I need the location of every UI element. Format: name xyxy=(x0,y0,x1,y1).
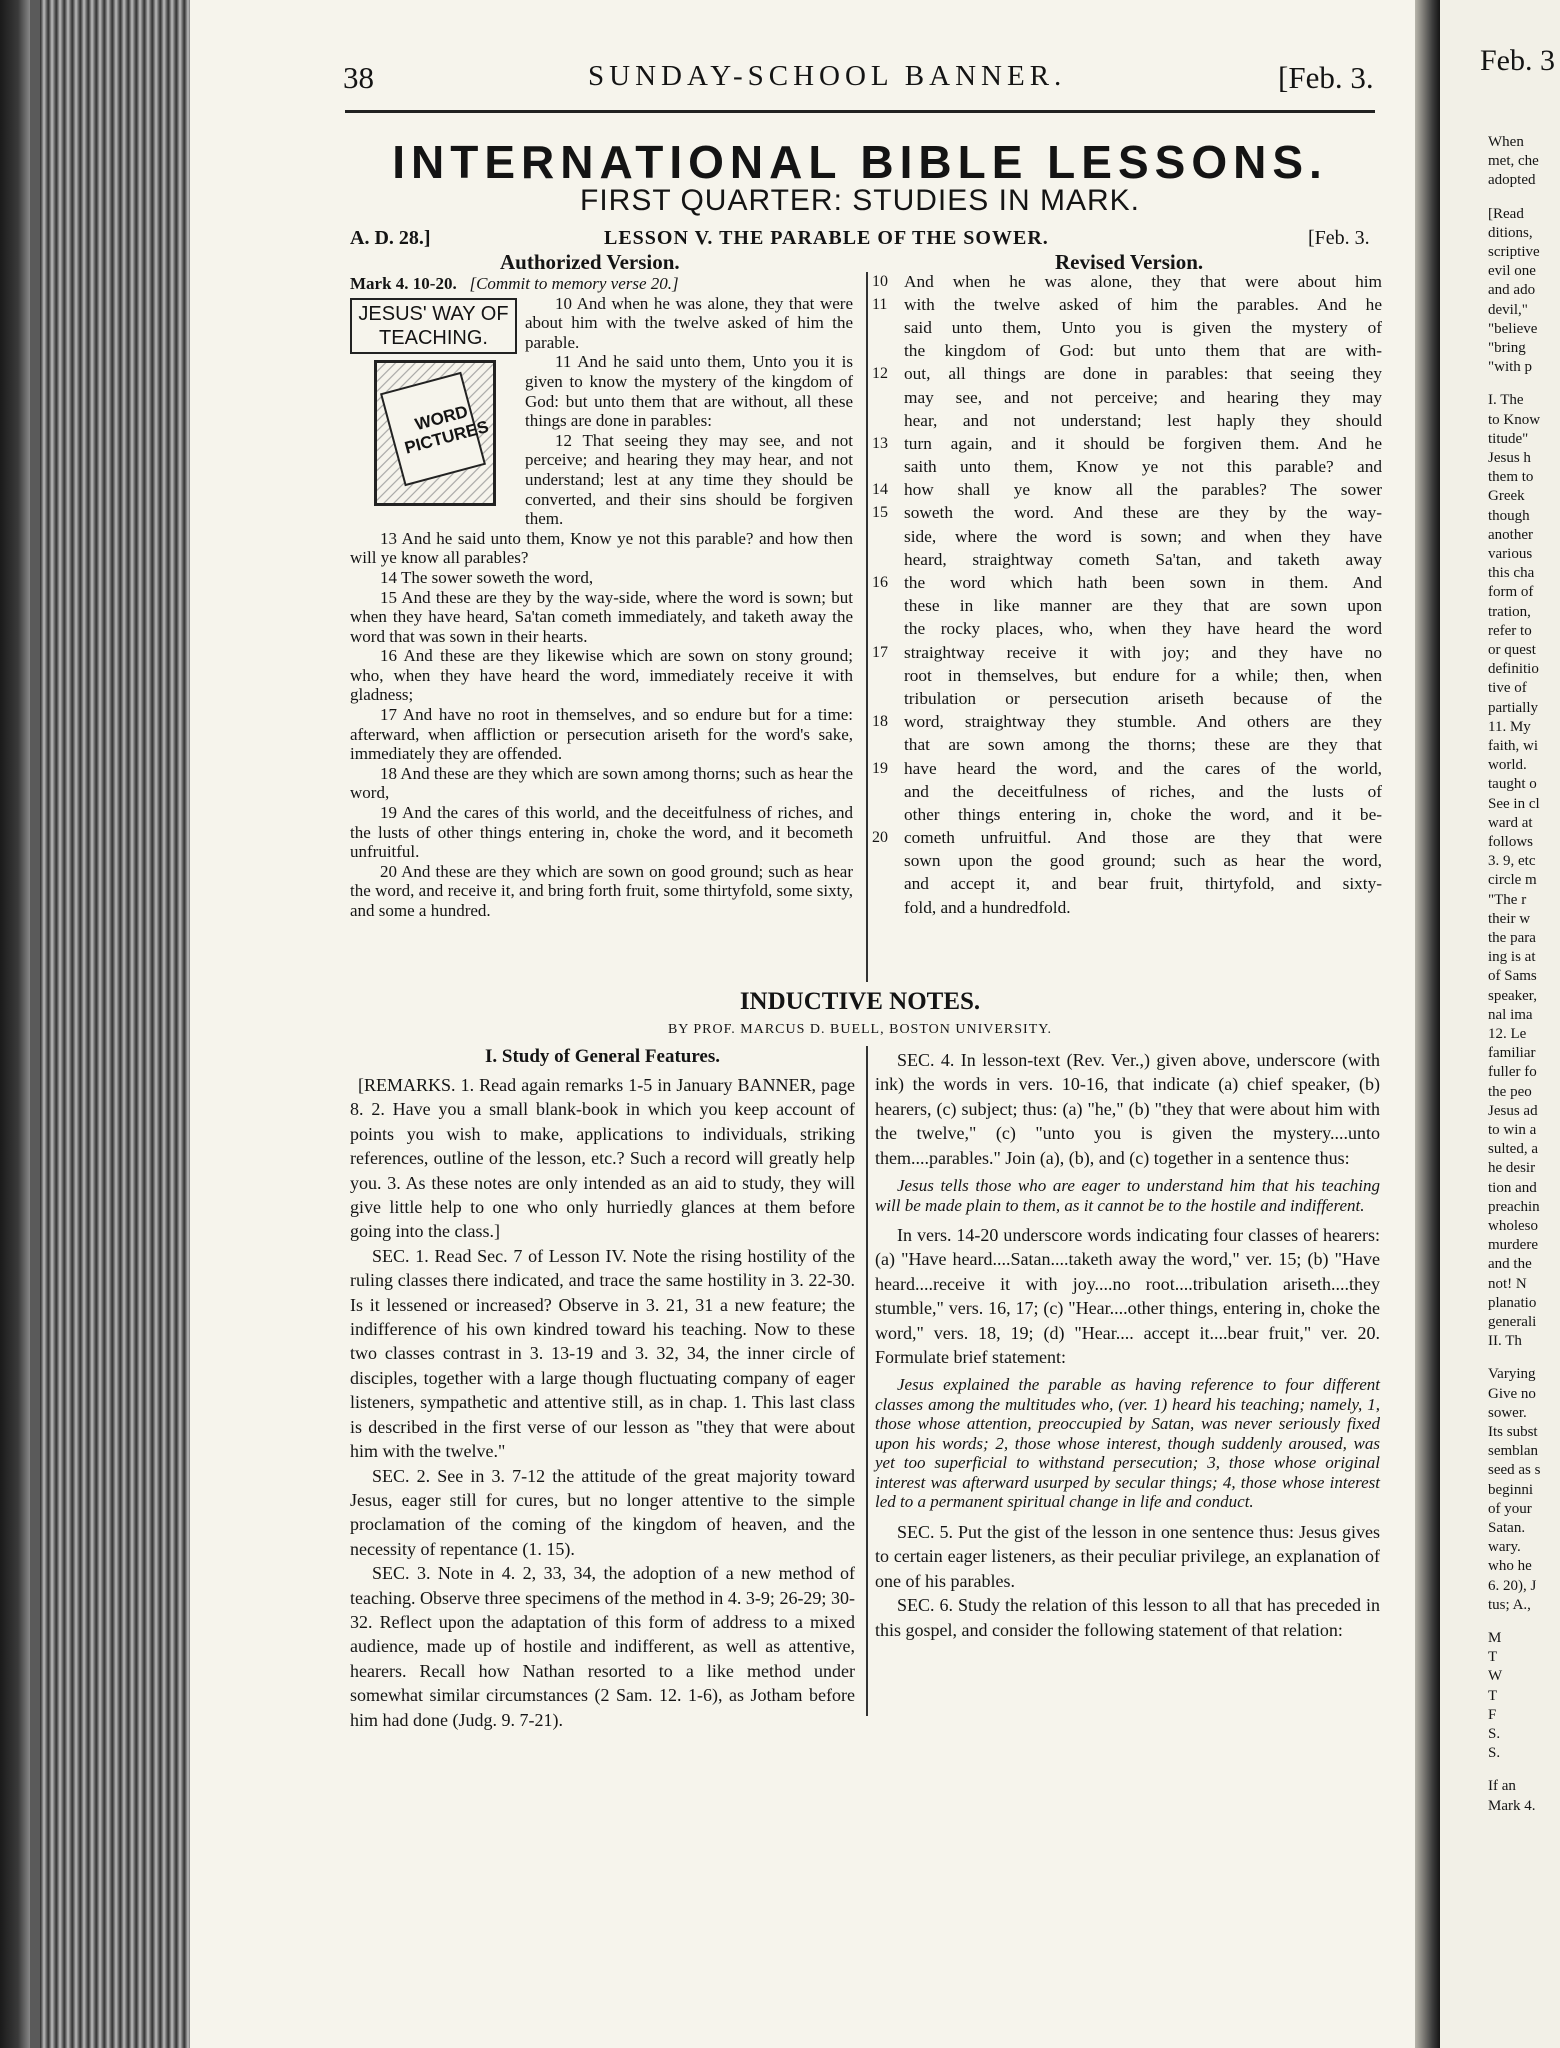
revised-heading: Revised Version. xyxy=(1055,250,1204,274)
adjacent-line: refer to xyxy=(1488,622,1532,639)
notes-column-divider xyxy=(866,1046,868,1716)
frame-text: WORD PICTURES xyxy=(402,401,491,458)
revised-column xyxy=(872,270,1382,919)
verse-number: 19 xyxy=(872,759,888,777)
adjacent-line: planatio xyxy=(1488,1294,1537,1311)
verse-text: cometh unfruitful. And those are they that were xyxy=(904,828,1382,848)
revised-line xyxy=(872,571,1382,594)
adjacent-line: Greek xyxy=(1488,488,1525,505)
revised-line xyxy=(872,711,1382,734)
verse-number: 10 xyxy=(872,272,888,290)
adjacent-line: circle m xyxy=(1488,872,1537,889)
authorized-verse: 13 And he said unto them, Know ye not this parable? and how then will ye know all parables? xyxy=(350,528,853,568)
verse-text: how shall ye know all the parables? The sower xyxy=(904,480,1382,500)
adjacent-line: ing is at xyxy=(1488,949,1536,966)
adjacent-line: and the xyxy=(1488,1256,1532,1273)
revised-line xyxy=(872,409,1382,432)
authorized-verse: 17 And have no root in themselves, and so endure but for a time: afterward, when affliction or persecution ariseth for the word's sake, immediately they are offended. xyxy=(350,705,853,764)
authorized-verse: 11 And he said unto them, Unto you it is given to know the mystery of the kingdom of God: but unto them that are without, all these things are done in parables: xyxy=(525,352,853,431)
verse-number: 11 xyxy=(872,295,888,313)
verse-text: these in like manner are they that are sown upon xyxy=(904,596,1382,616)
verse-text: out, all things are done in parables: that seeing they xyxy=(904,364,1382,384)
revised-line xyxy=(872,780,1382,803)
lesson-name: LESSON V. THE PARABLE OF THE SOWER. xyxy=(604,227,1049,249)
verse-text: have heard the word, and the cares of the world, xyxy=(904,758,1382,778)
adjacent-line: ditions, xyxy=(1488,224,1533,241)
adjacent-line: Jesus ad xyxy=(1488,1102,1538,1119)
italic-statement-2: Jesus explained the parable as having reference to four different classes among the multitudes who, (ver. 1) heard his teaching; namely, 1, those whose attention, preoccupied by Satan, was never seriously fixed upon his words; 2, those whose interest, though suddenly aroused, was yet too superficial to withstand persecution; 3, those whose original interest was afterward usurped by secular things; 4, those whose interest led to a permanent spiritual change in life and conduct. xyxy=(875,1375,1380,1512)
adjacent-line: scriptive xyxy=(1488,244,1540,260)
adjacent-line: tus; A., xyxy=(1488,1596,1531,1613)
verse-text: said unto them, Unto you is given the mystery of xyxy=(904,317,1382,337)
revised-line xyxy=(872,850,1382,873)
adjacent-line: and ado xyxy=(1488,282,1536,299)
revised-line xyxy=(872,548,1382,571)
adjacent-line: of your xyxy=(1488,1500,1532,1517)
verse-text: soweth the word. And these are they by the way- xyxy=(904,503,1382,523)
verse-text: and accept it, and bear fruit, thirtyfold, and sixty- xyxy=(904,874,1382,894)
running-title: SUNDAY-SCHOOL BANNER. xyxy=(588,60,1067,92)
verse-text: turn again, and it should be forgiven them. And he xyxy=(904,433,1382,453)
revised-line xyxy=(872,734,1382,757)
revised-line xyxy=(872,386,1382,409)
adjacent-line: ward at xyxy=(1488,814,1533,831)
adjacent-line: S. xyxy=(1488,1726,1501,1742)
revised-line xyxy=(872,873,1382,896)
note-section: SEC. 2. See in 3. 7-12 the attitude of the great majority toward Jesus, eager still for cures, but no longer attentive to the simple proclamation of the coming of the kingdom of heaven, and the necessity of repentance (1. 15). xyxy=(350,1465,855,1559)
verse-text: the word which hath been sown in them. And xyxy=(904,573,1382,593)
adjacent-line: Varying xyxy=(1488,1366,1536,1383)
revised-line xyxy=(872,641,1382,664)
notes-byline: BY PROF. MARCUS D. BUELL, BOSTON UNIVERSITY. xyxy=(667,1022,1053,1037)
header-date: [Feb. 3. xyxy=(1278,60,1374,95)
adjacent-line: wary. xyxy=(1488,1539,1521,1556)
illustration xyxy=(350,298,513,510)
adjacent-line: T xyxy=(1488,1649,1498,1666)
verse-number: 15 xyxy=(872,504,888,522)
authorized-column xyxy=(350,274,853,921)
verse-text: root in themselves, but endure for a while; then, when xyxy=(904,665,1382,685)
revised-line xyxy=(872,687,1382,710)
adjacent-line: evil one xyxy=(1488,263,1536,280)
revised-line xyxy=(872,896,1382,919)
adjacent-line: "with p xyxy=(1488,359,1533,376)
adjacent-line: Jesus h xyxy=(1488,450,1531,466)
adjacent-line: the peo xyxy=(1488,1083,1532,1100)
verse-text: tribulation or persecution ariseth because of the xyxy=(904,688,1382,708)
verse-text: side, where the word is sown; and when they have xyxy=(904,526,1382,546)
adjacent-line: of Sams xyxy=(1488,968,1537,985)
note-section: SEC. 1. Read Sec. 7 of Lesson IV. Note the rising hostility of the ruling classes there indicated, and trace the same hostility in 3. 22-30. Is it lessened or increased? Observe in 3. 21, 31 a new feature; the indifference of his own kindred toward his teaching. Now to these two classes contrast in 3. 13-19 and 3. 32, 34, the inner circle of disciples, together with a large though fluctuating company of eager listeners, sympathetic and attentive still, as in chap. 1. This last class is described in the first verse of our lesson as "they that were about him with the twelve." xyxy=(350,1245,855,1462)
remarks: [REMARKS. 1. Read again remarks 1-5 in January BANNER, page 8. 2. Have you a small blank-book in which you keep account of points you wish to make, applications to individuals, striking references, outline of the lesson, etc.? Such a record will greatly help you. 3. As these notes are only intended as an aid to study, they will give little help to one who only hurriedly glances at them before going into the class.] xyxy=(350,1075,855,1242)
adjacent-line: tive of xyxy=(1488,680,1527,697)
scripture-reference xyxy=(350,274,853,294)
adjacent-line: fuller fo xyxy=(1488,1064,1537,1081)
revised-line xyxy=(872,432,1382,455)
sec-6: SEC. 6. Study the relation of this lesson to all that has preceded in this gospel, and consider the following statement of that relation: xyxy=(875,1595,1380,1640)
adjacent-line: them to xyxy=(1488,469,1534,486)
sec-5: SEC. 5. Put the gist of the lesson in one sentence thus: Jesus gives to certain eager listeners, as their peculiar privilege, an explanation of one of his parables. xyxy=(875,1521,1380,1591)
revised-line xyxy=(872,479,1382,502)
sec-4: SEC. 4. In lesson-text (Rev. Ver.,) given above, underscore (with ink) the words in vers. 10-16, that indicate (a) chief speaker, (b) hearers, (c) subject; thus: (a) "he," (b) "they that were about him with the twelve," (c) "unto you is given the mystery....unto them....parables." Join (a), (b), and (c) together in a sentence thus: xyxy=(875,1050,1380,1168)
adjacent-line: When xyxy=(1488,134,1524,150)
revised-line xyxy=(872,803,1382,826)
page-number: 38 xyxy=(343,60,374,95)
adjacent-line: semblan xyxy=(1488,1443,1538,1460)
adjacent-line: S. xyxy=(1488,1745,1501,1762)
authorized-verse: 20 And these are they which are sown on good ground; such as hear the word, and receive it, and bring forth fruit, some thirtyfold, some sixty, and some a hundred. xyxy=(350,861,853,920)
verse-text: the kingdom of God: but unto them that are with- xyxy=(904,341,1382,361)
adjacent-line: partially xyxy=(1488,699,1538,716)
adjacent-line: murdere xyxy=(1488,1237,1538,1254)
page-edge xyxy=(30,0,40,2048)
revised-line xyxy=(872,502,1382,525)
authorized-heading: Authorized Version. xyxy=(500,250,680,274)
authorized-verse: 15 And these are they by the way-side, where the word is sown; but when they have heard, Sa'tan cometh immediately, and taketh away the word that was sown in their hearts. xyxy=(350,587,853,646)
adjacent-line: 11. My xyxy=(1488,718,1531,735)
revised-line xyxy=(872,664,1382,687)
revised-line xyxy=(872,595,1382,618)
adjacent-line: See in cl xyxy=(1488,795,1540,812)
adjacent-line: I. The xyxy=(1488,392,1524,409)
adjacent-line: Its subst xyxy=(1488,1424,1538,1440)
adjacent-line: or quest xyxy=(1488,642,1536,658)
adjacent-line: various xyxy=(1488,546,1533,562)
notes-title: INDUCTIVE NOTES. xyxy=(739,988,981,1015)
authorized-verse: 10 And when he was alone, they that were about him with the twelve asked of him the parable. xyxy=(525,293,853,352)
verse-number: 17 xyxy=(872,643,888,661)
adjacent-line: nal ima xyxy=(1488,1006,1533,1023)
revised-line xyxy=(872,827,1382,850)
verse-text: sown upon the good ground; such as hear the word, xyxy=(904,851,1382,871)
adjacent-line: "believe xyxy=(1488,320,1538,337)
notes-right-column xyxy=(875,1048,1380,1642)
authorized-verse: 19 And the cares of this world, and the deceitfulness of riches, and the lusts of other things entering in, choke the word, and it becometh unfruitful. xyxy=(350,803,853,862)
revised-line xyxy=(872,316,1382,339)
adjacent-line: [Read xyxy=(1488,205,1524,222)
verse-text: And when he was alone, they that were about him xyxy=(904,271,1382,291)
adjacent-line: to win a xyxy=(1488,1122,1537,1138)
verse-text: heard, straightway cometh Sa'tan, and taketh away xyxy=(904,549,1382,569)
authorized-verse: 16 And these are they likewise which are sown on stony ground; who, when they have heard the word, immediately receive it with gladness; xyxy=(350,646,853,705)
adjacent-line: 12. Le xyxy=(1488,1026,1527,1042)
section-heading: I. Study of General Features. xyxy=(484,1046,721,1067)
adjacent-line: II. Th xyxy=(1488,1333,1522,1350)
adjacent-line: sulted, a xyxy=(1488,1141,1538,1158)
adjacent-line: sower. xyxy=(1488,1404,1527,1421)
verse-number: 16 xyxy=(872,574,888,592)
authorized-verse: 12 That seeing they may see, and not perceive; and hearing they may hear, and not understand; lest at any time they should be converted, and their sins should be forgiven them. xyxy=(525,430,853,529)
adjacent-line: taught o xyxy=(1488,776,1537,793)
adjacent-line: speaker, xyxy=(1488,987,1537,1004)
adjacent-line: generali xyxy=(1488,1314,1537,1330)
lesson-date: [Feb. 3. xyxy=(1308,227,1370,249)
adjacent-line: faith, wi xyxy=(1488,738,1538,754)
adjacent-line: their w xyxy=(1488,910,1531,927)
adjacent-line: W xyxy=(1488,1668,1503,1685)
verse-number: 20 xyxy=(872,829,888,847)
verse-text: saith unto them, Know ye not this parable? and xyxy=(904,457,1382,477)
verse-number: 12 xyxy=(872,365,888,383)
adjacent-line: Satan. xyxy=(1488,1520,1526,1536)
adjacent-line: T xyxy=(1488,1687,1498,1704)
authorized-verse: 18 And these are they which are sown among thorns; such as hear the word, xyxy=(350,763,853,803)
adjacent-line: familiar xyxy=(1488,1045,1536,1062)
adjacent-line: titude" xyxy=(1488,430,1529,447)
adjacent-line: 6. 20), J xyxy=(1488,1577,1537,1594)
adjacent-line: follows xyxy=(1488,834,1533,850)
adjacent-line: beginni xyxy=(1488,1481,1533,1498)
adjacent-page xyxy=(1440,0,1560,2048)
italic-statement-1: Jesus tells those who are eager to understand him that his teaching will be made plain to them, as it cannot be to the hostile and indifferent. xyxy=(875,1176,1380,1215)
book-binding xyxy=(40,0,190,2048)
reference: Mark 4. 10-20. xyxy=(350,274,457,293)
adjacent-line: not! N xyxy=(1488,1275,1527,1292)
column-divider xyxy=(866,272,868,982)
adjacent-line: Give no xyxy=(1488,1385,1536,1402)
adjacent-line: "The r xyxy=(1488,891,1527,908)
inner-frame xyxy=(380,371,491,485)
adjacent-line: "bring xyxy=(1488,340,1526,356)
adjacent-line: If an xyxy=(1488,1778,1516,1795)
adjacent-line: preachin xyxy=(1488,1198,1540,1215)
adjacent-line: world. xyxy=(1488,757,1527,774)
dark-page-edge xyxy=(0,0,30,2048)
commit-note: [Commit to memory verse 20.] xyxy=(469,274,679,293)
revised-line xyxy=(872,363,1382,386)
verse-number: 14 xyxy=(872,481,888,499)
adjacent-line: the para xyxy=(1488,930,1536,946)
adjacent-line: tration, xyxy=(1488,603,1531,620)
adjacent-line: he desir xyxy=(1488,1160,1536,1177)
adjacent-header: Feb. 3 xyxy=(1480,44,1555,77)
verse-text: fold, and a hundredfold. xyxy=(904,897,1071,917)
adjacent-line: form of xyxy=(1488,584,1534,601)
adjacent-line: to Know xyxy=(1488,411,1541,428)
adjacent-line: Mark 4. xyxy=(1488,1797,1536,1814)
adjacent-line: seed as s xyxy=(1488,1462,1541,1479)
verse-text: the rocky places, who, when they have heard the word xyxy=(904,619,1382,639)
notes-left-column xyxy=(350,1073,855,1732)
adjacent-line: another xyxy=(1488,526,1533,543)
verse-text: straightway receive it with joy; and they have no xyxy=(904,642,1382,662)
adjacent-line: tion and xyxy=(1488,1179,1537,1196)
authorized-verse: 14 The sower soweth the word, xyxy=(380,567,594,587)
revised-line xyxy=(872,293,1382,316)
classes-of-hearers: In vers. 14-20 underscore words indicating four classes of hearers: (a) "Have heard....Satan....taketh away the word," ver. 15; (b) "Have heard....receive it with joy....no root....tribulation ariseth....they stumble," vers. 16, 17; (c) "Hear....other things, entering in, choke the word," vers. 18, 19; (d) "Hear.... accept it....bear fruit," ver. 20. Formulate brief statement: xyxy=(875,1225,1380,1368)
verse-text: hear, and not understand; lest haply they should xyxy=(904,410,1382,430)
adjacent-line: devil," xyxy=(1488,301,1528,318)
verse-number: 13 xyxy=(872,434,888,452)
verse-text: with the twelve asked of him the parables. And he xyxy=(904,294,1382,314)
revised-line xyxy=(872,618,1382,641)
verse-text: may see, and not perceive; and hearing they may xyxy=(904,387,1382,407)
verse-text: word, straightway they stumble. And others are they xyxy=(904,712,1382,732)
note-section: SEC. 3. Note in 4. 2, 33, 34, the adoption of a new method of teaching. Observe three specimens of the method in 4. 3-9; 26-29; 30-32. Reflect upon the adaptation of this form of address to a mixed audience, made up of hostile and indifferent, as well as attentive, hearers. Recall how Nathan resorted to a like method under somewhat similar circumstances (2 Sam. 12. 1-6), as Jotham before him had done (Judg. 9. 7-21). xyxy=(350,1563,855,1730)
page-subtitle: FIRST QUARTER: STUDIES IN MARK. xyxy=(580,184,1140,217)
verse-number: 18 xyxy=(872,713,888,731)
verse-text: and the deceitfulness of riches, and the lusts of xyxy=(904,781,1382,801)
revised-line xyxy=(872,757,1382,780)
adjacent-line: met, che xyxy=(1488,153,1539,170)
adjacent-line: definitio xyxy=(1488,661,1539,678)
page-title: INTERNATIONAL BIBLE LESSONS. xyxy=(392,136,1328,188)
revised-line xyxy=(872,270,1382,293)
revised-line xyxy=(872,456,1382,479)
picture-frame xyxy=(374,360,496,506)
adjacent-line: though xyxy=(1488,507,1530,524)
adjacent-line: this cha xyxy=(1488,565,1535,582)
verse-text: other things entering in, choke the word, and it be- xyxy=(904,804,1382,824)
lesson-year: A. D. 28.] xyxy=(350,227,431,249)
adjacent-line: adopted xyxy=(1488,172,1536,189)
adjacent-line: 3. 9, etc xyxy=(1488,853,1536,870)
revised-line xyxy=(872,340,1382,363)
adjacent-line: wholeso xyxy=(1488,1218,1538,1234)
revised-line xyxy=(872,525,1382,548)
header-rule xyxy=(345,110,1375,113)
verse-text: that are sown among the thorns; these are they that xyxy=(904,735,1382,755)
gutter xyxy=(1415,0,1440,2048)
adjacent-line: M xyxy=(1488,1630,1502,1646)
illustration-caption: JESUS' WAY OF TEACHING. xyxy=(350,298,517,354)
adjacent-line: F xyxy=(1488,1706,1497,1723)
adjacent-line: who he xyxy=(1488,1558,1532,1575)
